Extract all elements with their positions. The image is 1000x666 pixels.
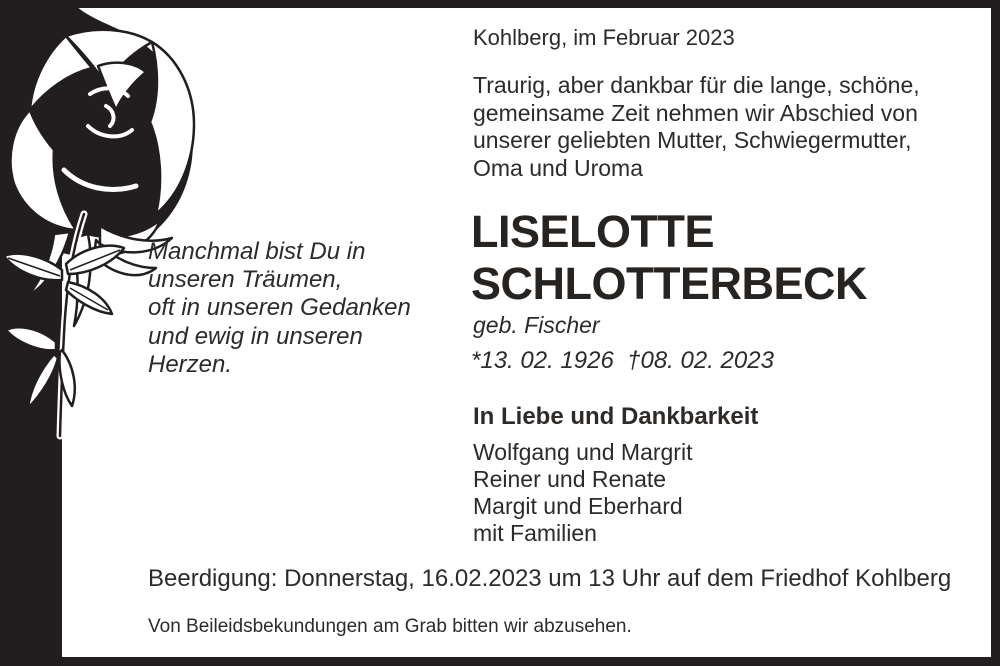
deceased-first-name: LISELOTTE	[471, 206, 714, 257]
maiden-name: geb. Fischer	[473, 312, 600, 338]
poem-line: oft in unseren Gedanken	[148, 294, 411, 322]
mourners-heading: In Liebe und Dankbarkeit	[473, 403, 759, 430]
mourner-line: Wolfgang und Margrit	[473, 439, 693, 465]
intro-paragraph	[473, 72, 920, 182]
deceased-last-name: SCHLOTTERBECK	[471, 258, 867, 309]
intro-line: Traurig, aber dankbar für die lange, schöne,	[473, 72, 920, 98]
poem-line: und ewig in unseren	[148, 322, 363, 350]
mourners-list	[473, 439, 692, 547]
funeral-info: Beerdigung: Donnerstag, 16.02.2023 um 13 Uhr auf dem Friedhof Kohlberg	[148, 565, 952, 592]
mourner-line: Reiner und Renate	[473, 466, 667, 492]
dateline: Kohlberg, im Februar 2023	[473, 25, 735, 50]
intro-line: Oma und Uroma	[473, 154, 644, 181]
memorial-poem	[148, 238, 411, 379]
deceased-name	[471, 206, 867, 310]
intro-line: gemeinsame Zeit nehmen wir Abschied von	[473, 99, 918, 126]
condolence-note: Von Beileidsbekundungen am Grab bitten wir abzusehen.	[148, 616, 632, 637]
poem-line: Manchmal bist Du in	[148, 238, 366, 265]
mourner-line: mit Familien	[473, 520, 597, 546]
birth-death-dates: *13. 02. 1926 †08. 02. 2023	[471, 347, 774, 374]
poem-line: Herzen.	[148, 350, 233, 378]
mourner-line: Margit und Eberhard	[473, 493, 683, 519]
frame-right	[991, 0, 1000, 666]
poem-line: unseren Träumen,	[148, 266, 343, 294]
intro-line: unserer geliebten Mutter, Schwiegermutter,	[473, 127, 912, 153]
